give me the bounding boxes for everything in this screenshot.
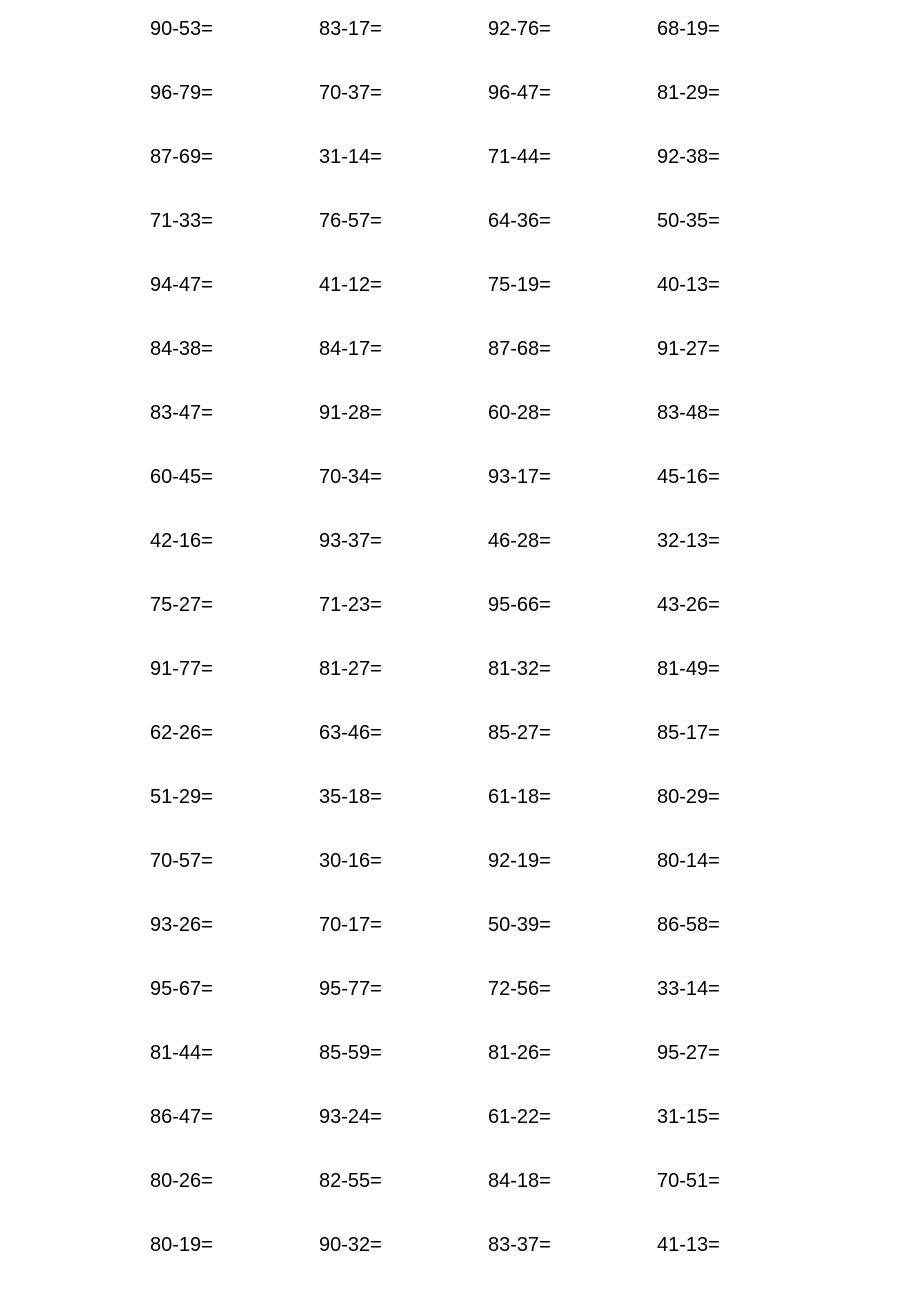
subtraction-problem: 62-26=: [150, 722, 213, 744]
subtraction-problem: 83-17=: [319, 18, 382, 40]
subtraction-problem: 81-26=: [488, 1042, 551, 1064]
subtraction-problem: 72-56=: [488, 978, 551, 1000]
subtraction-problem: 35-18=: [319, 786, 382, 808]
subtraction-problem: 81-49=: [657, 658, 720, 680]
subtraction-problem: 81-29=: [657, 82, 720, 104]
subtraction-problem: 95-67=: [150, 978, 213, 1000]
subtraction-problem: 75-19=: [488, 274, 551, 296]
subtraction-problem: 76-57=: [319, 210, 382, 232]
subtraction-problem: 70-17=: [319, 914, 382, 936]
subtraction-problem: 94-47=: [150, 274, 213, 296]
subtraction-problem: 93-17=: [488, 466, 551, 488]
subtraction-problem: 85-27=: [488, 722, 551, 744]
subtraction-problem: 81-32=: [488, 658, 551, 680]
subtraction-problem: 92-38=: [657, 146, 720, 168]
subtraction-problem: 61-22=: [488, 1106, 551, 1128]
subtraction-problem: 87-68=: [488, 338, 551, 360]
subtraction-problem: 96-47=: [488, 82, 551, 104]
subtraction-problem: 80-14=: [657, 850, 720, 872]
subtraction-problem: 31-14=: [319, 146, 382, 168]
subtraction-problem: 93-24=: [319, 1106, 382, 1128]
subtraction-problem: 83-47=: [150, 402, 213, 424]
subtraction-problem: 31-15=: [657, 1106, 720, 1128]
subtraction-problem: 83-48=: [657, 402, 720, 424]
subtraction-problem: 70-37=: [319, 82, 382, 104]
subtraction-problem: 81-44=: [150, 1042, 213, 1064]
subtraction-problem: 63-46=: [319, 722, 382, 744]
subtraction-problem: 70-51=: [657, 1170, 720, 1192]
subtraction-problem: 80-19=: [150, 1234, 213, 1256]
subtraction-problem: 95-66=: [488, 594, 551, 616]
subtraction-problem: 68-19=: [657, 18, 720, 40]
problem-grid: [150, 16, 777, 1296]
subtraction-problem: 80-29=: [657, 786, 720, 808]
subtraction-problem: 30-16=: [319, 850, 382, 872]
subtraction-problem: 93-37=: [319, 530, 382, 552]
subtraction-problem: 93-26=: [150, 914, 213, 936]
subtraction-problem: 50-39=: [488, 914, 551, 936]
subtraction-problem: 41-12=: [319, 274, 382, 296]
subtraction-problem: 95-77=: [319, 978, 382, 1000]
subtraction-problem: 64-36=: [488, 210, 551, 232]
subtraction-problem: 84-17=: [319, 338, 382, 360]
subtraction-problem: 83-37=: [488, 1234, 551, 1256]
subtraction-problem: 60-45=: [150, 466, 213, 488]
subtraction-problem: 81-27=: [319, 658, 382, 680]
subtraction-problem: 91-27=: [657, 338, 720, 360]
subtraction-problem: 87-69=: [150, 146, 213, 168]
subtraction-problem: 82-55=: [319, 1170, 382, 1192]
subtraction-problem: 42-16=: [150, 530, 213, 552]
subtraction-problem: 71-33=: [150, 210, 213, 232]
subtraction-problem: 61-18=: [488, 786, 551, 808]
subtraction-problem: 71-44=: [488, 146, 551, 168]
subtraction-problem: 32-13=: [657, 530, 720, 552]
subtraction-problem: 96-79=: [150, 82, 213, 104]
subtraction-problem: 91-77=: [150, 658, 213, 680]
subtraction-problem: 60-28=: [488, 402, 551, 424]
subtraction-problem: 71-23=: [319, 594, 382, 616]
subtraction-problem: 92-19=: [488, 850, 551, 872]
subtraction-problem: 70-57=: [150, 850, 213, 872]
subtraction-problem: 86-58=: [657, 914, 720, 936]
subtraction-problem: 95-27=: [657, 1042, 720, 1064]
subtraction-problem: 40-13=: [657, 274, 720, 296]
subtraction-problem: 91-28=: [319, 402, 382, 424]
subtraction-problem: 90-53=: [150, 18, 213, 40]
subtraction-problem: 92-76=: [488, 18, 551, 40]
subtraction-problem: 41-13=: [657, 1234, 720, 1256]
subtraction-problem: 50-35=: [657, 210, 720, 232]
subtraction-problem: 46-28=: [488, 530, 551, 552]
subtraction-problem: 85-59=: [319, 1042, 382, 1064]
subtraction-problem: 51-29=: [150, 786, 213, 808]
subtraction-problem: 80-26=: [150, 1170, 213, 1192]
subtraction-problem: 43-26=: [657, 594, 720, 616]
subtraction-problem: 85-17=: [657, 722, 720, 744]
subtraction-problem: 45-16=: [657, 466, 720, 488]
subtraction-problem: 86-47=: [150, 1106, 213, 1128]
subtraction-problem: 84-18=: [488, 1170, 551, 1192]
subtraction-problem: 75-27=: [150, 594, 213, 616]
subtraction-problem: 90-32=: [319, 1234, 382, 1256]
subtraction-problem: 70-34=: [319, 466, 382, 488]
subtraction-problem: 33-14=: [657, 978, 720, 1000]
subtraction-problem: 84-38=: [150, 338, 213, 360]
